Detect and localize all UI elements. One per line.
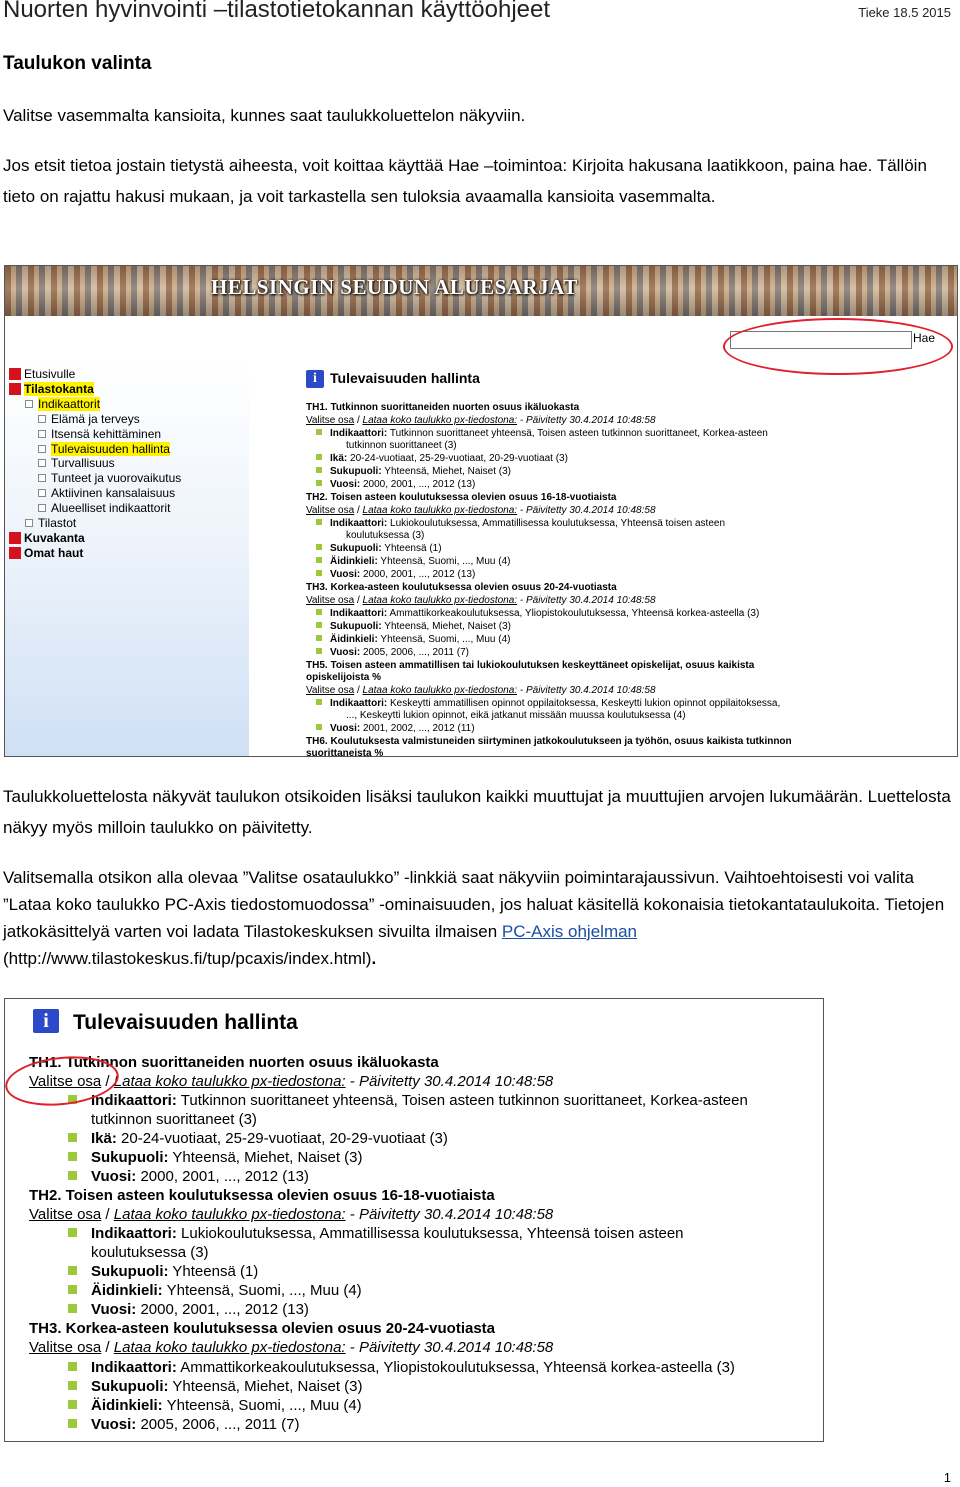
nav-omat-haut[interactable]: Omat haut	[24, 546, 84, 560]
document-title: Nuorten hyvinvointi –tilastotietokannan käyttöohjeet	[3, 0, 551, 23]
variable-item: Äidinkieli: Yhteensä, Suomi, ..., Muu (4)	[91, 1282, 362, 1299]
lataa-link[interactable]: Lataa koko taulukko px-tiedostona:	[362, 505, 518, 516]
variable-item: Vuosi: 2005, 2006, ..., 2011 (7)	[91, 1416, 299, 1433]
section-heading: Taulukon valinta	[3, 53, 152, 74]
table-links: Valitse osa / Lataa koko taulukko px-tiedostona: - Päivitetty 30.4.2014 10:48:58	[306, 415, 656, 426]
lataa-link[interactable]: Lataa koko taulukko px-tiedostona:	[362, 685, 518, 696]
nav-indikaattorit[interactable]: Indikaattorit	[38, 397, 101, 411]
variable-item: Vuosi: 2001, 2002, ..., 2012 (11)	[330, 723, 475, 734]
table-title: TH2. Toisen asteen koulutuksessa olevien osuus 16-18-vuotiaista	[29, 1187, 495, 1204]
table-title: TH1. Tutkinnon suorittaneiden nuorten osuus ikäluokasta	[306, 402, 580, 413]
variable-item: Indikaattori: Keskeytti ammatillisen opinnot oppilaitoksessa, Keskeytti lukion opinnot oppilaitoksessa,	[330, 698, 780, 709]
paragraph-2: Jos etsit tietoa jostain tietystä aiheesta, voit koittaa käyttää Hae –toimintoa: Kirjoita hakusana laatikkoon, paina hae. Tällöin tieto on rajattu hakusi mukaan, ja voit tarkastella sen tuloksia avaamalla kansioita vasemmalta.	[3, 156, 927, 206]
table-links: Valitse osa / Lataa koko taulukko px-tiedostona: - Päivitetty 30.4.2014 10:48:58	[306, 685, 656, 696]
variable-item: Sukupuoli: Yhteensä, Miehet, Naiset (3)	[91, 1149, 363, 1166]
table-list-panel	[250, 356, 957, 756]
valitse-osa-link[interactable]: Valitse osa	[29, 1339, 102, 1356]
paragraph-3: Taulukkoluettelosta näkyvät taulukon otsikoiden lisäksi taulukon kaikki muuttujat ja muuttujien arvojen lukumäärän. Luettelosta näkyy myös milloin taulukko on päivitetty.	[3, 787, 951, 837]
search-button[interactable]: Hae	[913, 331, 936, 345]
variable-item-cont: tutkinnon suorittaneet (3)	[346, 440, 457, 451]
left-navigation	[5, 356, 249, 756]
banner-image	[5, 266, 957, 316]
variable-item: Äidinkieli: Yhteensä, Suomi, ..., Muu (4)	[330, 634, 510, 645]
paragraph-4: Valitsemalla otsikon alla olevaa ”Valitse osataulukko” -linkkiä saat näkyviin poimintarajaussivun. Vaihtoehtoisesti voi valita ”Lataa koko taulukko PC-Axis tiedostomuodossa” -ominaisuuden, jos haluat käsitellä kokonaisia tietokantataulukoita. Tietojen jatkokäsittelyä varten voi ladata Tilastokeskuksen sivuilta ilmaisen PC-Axis ohjelman (http://www.tilastokeskus.fi/tup/pcaxis/index.html).	[3, 868, 945, 968]
banner-title: HELSINGIN SEUDUN ALUESARJAT	[211, 275, 578, 299]
variable-item: Sukupuoli: Yhteensä, Miehet, Naiset (3)	[330, 466, 511, 477]
valitse-osa-link[interactable]: Valitse osa	[306, 415, 355, 426]
table-title-cont: opiskelijoista %	[306, 672, 382, 683]
nav-sub-item[interactable]: Turvallisuus	[51, 456, 115, 470]
variable-item: Vuosi: 2005, 2006, ..., 2011 (7)	[330, 647, 469, 658]
valitse-osa-link[interactable]: Valitse osa	[306, 595, 355, 606]
panel-title: Tulevaisuuden hallinta	[330, 370, 480, 386]
variable-item-cont: tutkinnon suorittaneet (3)	[91, 1111, 257, 1128]
variable-item: Indikaattori: Lukiokoulutuksessa, Ammatillisessa koulutuksessa, Yhteensä toisen asteen	[330, 518, 725, 529]
variable-item: Vuosi: 2000, 2001, ..., 2012 (13)	[330, 479, 475, 490]
variable-item: Vuosi: 2000, 2001, ..., 2012 (13)	[91, 1301, 309, 1318]
variable-item: Indikaattori: Lukiokoulutuksessa, Ammatillisessa koulutuksessa, Yhteensä toisen asteen	[91, 1225, 684, 1242]
info-icon: i	[306, 370, 324, 388]
table-title: TH1. Tutkinnon suorittaneiden nuorten osuus ikäluokasta	[29, 1054, 439, 1071]
variable-item: Ikä: 20-24-vuotiaat, 25-29-vuotiaat, 20-29-vuotiaat (3)	[330, 453, 568, 464]
table-title: TH3. Korkea-asteen koulutuksessa olevien osuus 20-24-vuotiasta	[306, 582, 617, 593]
variable-item: Sukupuoli: Yhteensä (1)	[91, 1263, 258, 1280]
nav-sub-item[interactable]: Elämä ja terveys	[51, 412, 140, 426]
variable-item: Ikä: 20-24-vuotiaat, 25-29-vuotiaat, 20-29-vuotiaat (3)	[91, 1130, 448, 1147]
info-icon: i	[33, 1009, 59, 1033]
valitse-osa-link[interactable]: Valitse osa	[29, 1206, 102, 1223]
pcaxis-link[interactable]: PC-Axis ohjelman	[501, 922, 638, 941]
lataa-link[interactable]: Lataa koko taulukko px-tiedostona:	[113, 1073, 346, 1090]
nav-sub-item[interactable]: Alueelliset indikaattorit	[51, 501, 171, 515]
lataa-link[interactable]: Lataa koko taulukko px-tiedostona:	[113, 1206, 346, 1223]
screenshot-search-page	[4, 265, 958, 757]
nav-sub-item[interactable]: Aktiivinen kansalaisuus	[51, 486, 176, 500]
page-number: 1	[943, 1470, 951, 1485]
lataa-link[interactable]: Lataa koko taulukko px-tiedostona:	[113, 1339, 346, 1356]
nav-tilastokanta[interactable]: Tilastokanta	[24, 382, 94, 396]
lataa-link[interactable]: Lataa koko taulukko px-tiedostona:	[362, 415, 518, 426]
variable-item: Vuosi: 2000, 2001, ..., 2012 (13)	[91, 1168, 309, 1185]
variable-item: Sukupuoli: Yhteensä (1)	[330, 543, 442, 554]
nav-kuvakanta[interactable]: Kuvakanta	[24, 531, 85, 545]
variable-item-cont: ..., Keskeytti lukion opinnot, eikä jatkanut missään muussa koulutuksessa (4)	[346, 710, 686, 721]
variable-item-cont: koulutuksessa (3)	[346, 530, 425, 541]
table-title: TH6. Koulutuksesta valmistuneiden siirtyminen jatkokoulutukseen ja työhön, osuus kaikista tutkinnon	[306, 736, 792, 747]
table-links: Valitse osa / Lataa koko taulukko px-tiedostona: - Päivitetty 30.4.2014 10:48:58	[306, 505, 656, 516]
nav-etusivulle[interactable]: Etusivulle	[24, 367, 76, 381]
valitse-osa-link[interactable]: Valitse osa	[306, 685, 355, 696]
lataa-link[interactable]: Lataa koko taulukko px-tiedostona:	[362, 595, 518, 606]
table-title: TH3. Korkea-asteen koulutuksessa olevien osuus 20-24-vuotiasta	[29, 1320, 496, 1337]
table-title: TH2. Toisen asteen koulutuksessa olevien osuus 16-18-vuotiaista	[306, 492, 617, 503]
table-title: TH5. Toisen asteen ammatillisen tai lukiokoulutuksen keskeyttäneet opiskelijat, osuus kaikista	[306, 660, 755, 671]
nav-sub-item-selected[interactable]: Tulevaisuuden hallinta	[51, 442, 170, 456]
screenshot-table-list	[4, 998, 824, 1442]
variable-item: Indikaattori: Tutkinnon suorittaneet yhteensä, Toisen asteen tutkinnon suorittaneet, Korkea-asteen	[91, 1092, 748, 1109]
table-links: Valitse osa / Lataa koko taulukko px-tiedostona: - Päivitetty 30.4.2014 10:48:58	[29, 1206, 554, 1223]
panel-title: Tulevaisuuden hallinta	[73, 1011, 298, 1034]
paragraph-1: Valitse vasemmalta kansioita, kunnes saat taulukkoluettelon näkyviin.	[3, 106, 526, 125]
variable-item: Indikaattori: Tutkinnon suorittaneet yhteensä, Toisen asteen tutkinnon suorittaneet, Korkea-asteen	[330, 428, 768, 439]
variable-item: Vuosi: 2000, 2001, ..., 2012 (13)	[330, 569, 475, 580]
valitse-osa-link[interactable]: Valitse osa	[306, 505, 355, 516]
variable-item: Äidinkieli: Yhteensä, Suomi, ..., Muu (4)	[91, 1397, 362, 1414]
table-links: Valitse osa / Lataa koko taulukko px-tiedostona: - Päivitetty 30.4.2014 10:48:58	[29, 1073, 554, 1090]
variable-item: Sukupuoli: Yhteensä, Miehet, Naiset (3)	[330, 621, 511, 632]
nav-sub-item[interactable]: Itsensä kehittäminen	[51, 427, 162, 441]
variable-item: Indikaattori: Ammattikorkeakoulutuksessa, Yliopistokoulutuksessa, Yhteensä korkea-asteella (3)	[91, 1359, 735, 1376]
nav-sub-item[interactable]: Tunteet ja vuorovaikutus	[51, 471, 182, 485]
valitse-osa-link[interactable]: Valitse osa	[29, 1073, 102, 1090]
page-header	[0, 0, 960, 30]
nav-tilastot[interactable]: Tilastot	[38, 516, 77, 530]
variable-item: Indikaattori: Ammattikorkeakoulutuksessa, Yliopistokoulutuksessa, Yhteensä korkea-asteella (3)	[330, 608, 759, 619]
variable-item: Sukupuoli: Yhteensä, Miehet, Naiset (3)	[91, 1378, 363, 1395]
table-title-cont: suorittaneista %	[306, 748, 384, 757]
document-date: Tieke 18.5 2015	[858, 5, 951, 20]
variable-item: Äidinkieli: Yhteensä, Suomi, ..., Muu (4)	[330, 556, 510, 567]
variable-item-cont: koulutuksessa (3)	[91, 1244, 209, 1261]
table-links: Valitse osa / Lataa koko taulukko px-tiedostona: - Päivitetty 30.4.2014 10:48:58	[306, 595, 656, 606]
table-links: Valitse osa / Lataa koko taulukko px-tiedostona: - Päivitetty 30.4.2014 10:48:58	[29, 1339, 554, 1356]
